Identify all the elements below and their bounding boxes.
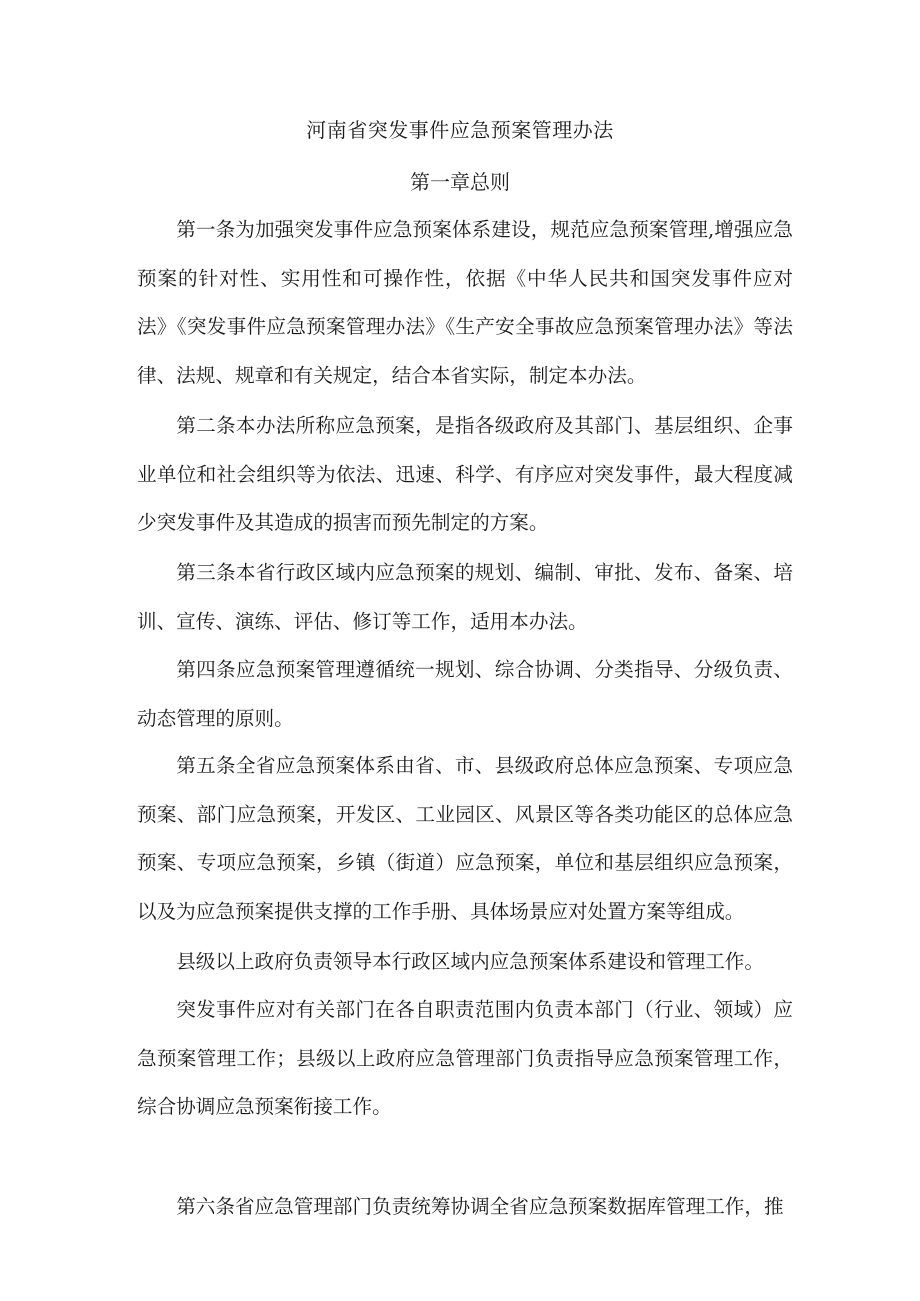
department-responsibility-paragraph: 突发事件应对有关部门在各自职责范围内负责本部门（行业、领域）应急预案管理工作；县级以上政府应急管理部门负责指导应急预案管理工作，综合协调应急预案衔接工作。: [137, 998, 793, 1118]
article-6-paragraph: 第六条省应急管理部门负责统筹协调全省应急预案数据库管理工作，推: [176, 1195, 784, 1218]
article-4-paragraph: 第四条应急预案管理遵循统一规划、综合协调、分类指导、分级负责、动态管理的原则。: [137, 658, 793, 730]
article-5-paragraph: 第五条全省应急预案体系由省、市、县级政府总体应急预案、专项应急预案、部门应急预案，开发区、工业园区、风景区等各类功能区的总体应急预案、专项应急预案，乡镇（街道）应急预案，单位和基层组织应急预案，以及为应急预案提供支撑的工作手册、具体场景应对处置方案等组成。: [137, 754, 793, 923]
document-title: 河南省突发事件应急预案管理办法: [306, 118, 614, 142]
article-1-paragraph: 第一条为加强突发事件应急预案体系建设，规范应急预案管理,增强应急预案的针对性、实用性和可操作性，依据《中华人民共和国突发事件应对法》《突发事件应急预案管理办法》《生产安全事故应急预案管理办法》等法律、法规、规章和有关规定，结合本省实际，制定本办法。: [137, 218, 793, 387]
article-2-paragraph: 第二条本办法所称应急预案，是指各级政府及其部门、基层组织、企事业单位和社会组织等为依法、迅速、科学、有序应对突发事件，最大程度减少突发事件及其造成的损害而预先制定的方案。: [137, 414, 793, 534]
chapter-title: 第一章总则: [410, 170, 510, 194]
government-responsibility-paragraph: 县级以上政府负责领导本行政区域内应急预案体系建设和管理工作。: [176, 950, 764, 973]
article-3-paragraph: 第三条本省行政区域内应急预案的规划、编制、审批、发布、备案、培训、宣传、演练、评估、修订等工作，适用本办法。: [137, 561, 793, 633]
